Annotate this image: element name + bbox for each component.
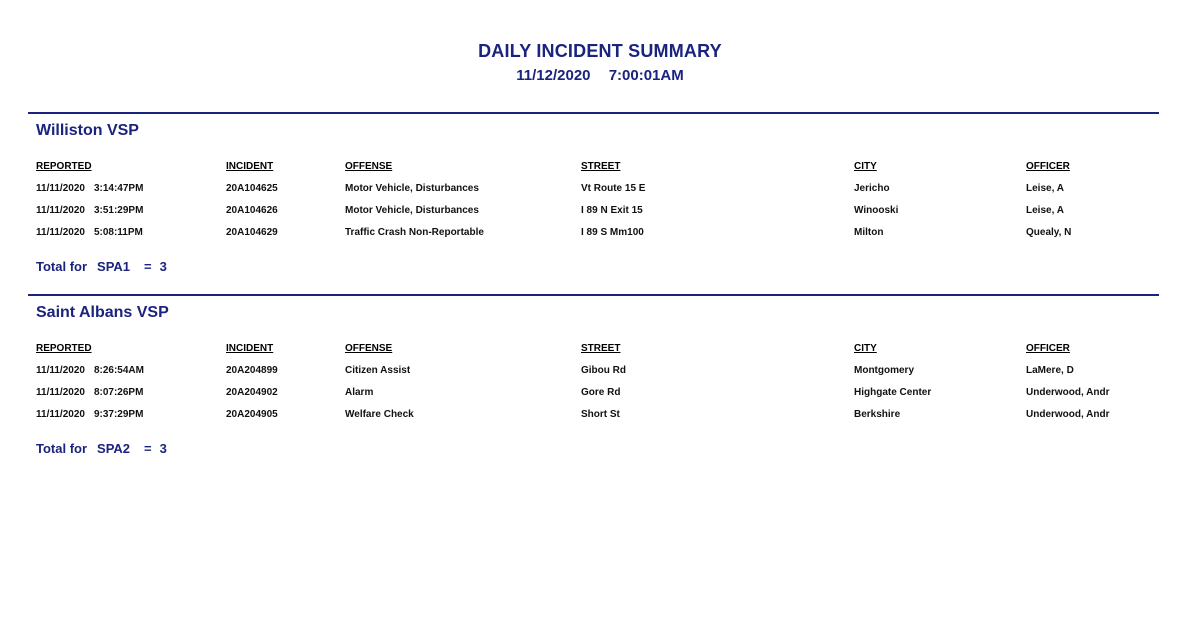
- reported-time: 3:51:29PM: [93, 205, 144, 216]
- offense-cell: Motor Vehicle, Disturbances: [345, 205, 479, 216]
- incident-cell: 20A104625: [226, 183, 278, 194]
- incident-cell: 20A104626: [226, 205, 278, 216]
- reported-cell: [36, 387, 143, 398]
- total-label: Total for: [36, 441, 88, 456]
- header-city: CITY: [854, 161, 877, 172]
- total-label: Total for: [36, 259, 88, 274]
- reported-date: 11/11/2020: [36, 387, 85, 398]
- offense-cell: Motor Vehicle, Disturbances: [345, 183, 479, 194]
- street-cell: Gibou Rd: [581, 365, 626, 376]
- offense-cell: Citizen Assist: [345, 365, 411, 376]
- officer-cell: Leise, A: [1026, 183, 1064, 194]
- total-equals: =: [144, 259, 152, 274]
- incident-cell: 20A104629: [226, 227, 278, 238]
- reported-time: 8:26:54AM: [93, 365, 144, 376]
- officer-cell: Quealy, N: [1026, 227, 1072, 238]
- section-total: [36, 441, 167, 456]
- reported-date: 11/11/2020: [36, 365, 85, 376]
- city-cell: Jericho: [854, 183, 890, 194]
- reported-cell: [36, 365, 144, 376]
- header-street: STREET: [581, 161, 621, 172]
- reported-time: 3:14:47PM: [93, 183, 144, 194]
- header-offense: OFFENSE: [345, 161, 393, 172]
- city-cell: Milton: [854, 227, 884, 238]
- incident-cell: 20A204899: [226, 365, 278, 376]
- header-city: CITY: [854, 343, 877, 354]
- reported-date: 11/11/2020: [36, 227, 85, 238]
- section-williston: [28, 112, 1159, 282]
- reported-date: 11/11/2020: [36, 183, 85, 194]
- header-reported: REPORTED: [36, 343, 92, 354]
- total-code: SPA2: [97, 441, 131, 456]
- city-cell: Highgate Center: [854, 387, 932, 398]
- street-cell: I 89 N Exit 15: [581, 205, 643, 216]
- report-title: DAILY INCIDENT SUMMARY: [478, 41, 722, 61]
- reported-date: 11/11/2020: [36, 205, 85, 216]
- offense-cell: Welfare Check: [345, 409, 414, 420]
- city-cell: Montgomery: [854, 365, 914, 376]
- header-officer: OFFICER: [1026, 161, 1070, 172]
- section-title: Saint Albans VSP: [36, 304, 169, 321]
- total-count: 3: [159, 259, 167, 274]
- reported-cell: [36, 227, 143, 238]
- reported-time: 9:37:29PM: [93, 409, 144, 420]
- report-date: 11/12/2020: [516, 67, 591, 84]
- header-officer: OFFICER: [1026, 343, 1070, 354]
- section-divider: [28, 294, 1159, 296]
- reported-cell: [36, 409, 143, 420]
- section-saint-albans: [28, 294, 1159, 464]
- officer-cell: LaMere, D: [1026, 365, 1074, 376]
- header-incident: INCIDENT: [226, 343, 274, 354]
- incident-cell: 20A204905: [226, 409, 278, 420]
- total-code: SPA1: [97, 259, 131, 274]
- incident-cell: 20A204902: [226, 387, 278, 398]
- reported-cell: [36, 183, 143, 194]
- header-offense: OFFENSE: [345, 343, 393, 354]
- reported-date: 11/11/2020: [36, 409, 85, 420]
- officer-cell: Underwood, Andr: [1026, 409, 1110, 420]
- street-cell: Short St: [581, 409, 620, 420]
- total-count: 3: [159, 441, 167, 456]
- report-datetime: [0, 67, 1200, 84]
- offense-cell: Traffic Crash Non-Reportable: [345, 227, 484, 238]
- report-time: 7:00:01AM: [608, 67, 684, 84]
- header-street: STREET: [581, 343, 621, 354]
- city-cell: Winooski: [854, 205, 899, 216]
- reported-time: 5:08:11PM: [93, 227, 143, 238]
- officer-cell: Underwood, Andr: [1026, 387, 1110, 398]
- offense-cell: Alarm: [345, 387, 374, 398]
- header-incident: INCIDENT: [226, 161, 274, 172]
- header-reported: REPORTED: [36, 161, 92, 172]
- street-cell: I 89 S Mm100: [581, 227, 644, 238]
- section-total: [36, 259, 167, 274]
- street-cell: Gore Rd: [581, 387, 621, 398]
- reported-cell: [36, 205, 143, 216]
- reported-time: 8:07:26PM: [93, 387, 144, 398]
- total-equals: =: [144, 441, 152, 456]
- city-cell: Berkshire: [854, 409, 901, 420]
- section-title: Williston VSP: [36, 122, 139, 139]
- officer-cell: Leise, A: [1026, 205, 1064, 216]
- section-divider: [28, 112, 1159, 114]
- street-cell: Vt Route 15 E: [581, 183, 646, 194]
